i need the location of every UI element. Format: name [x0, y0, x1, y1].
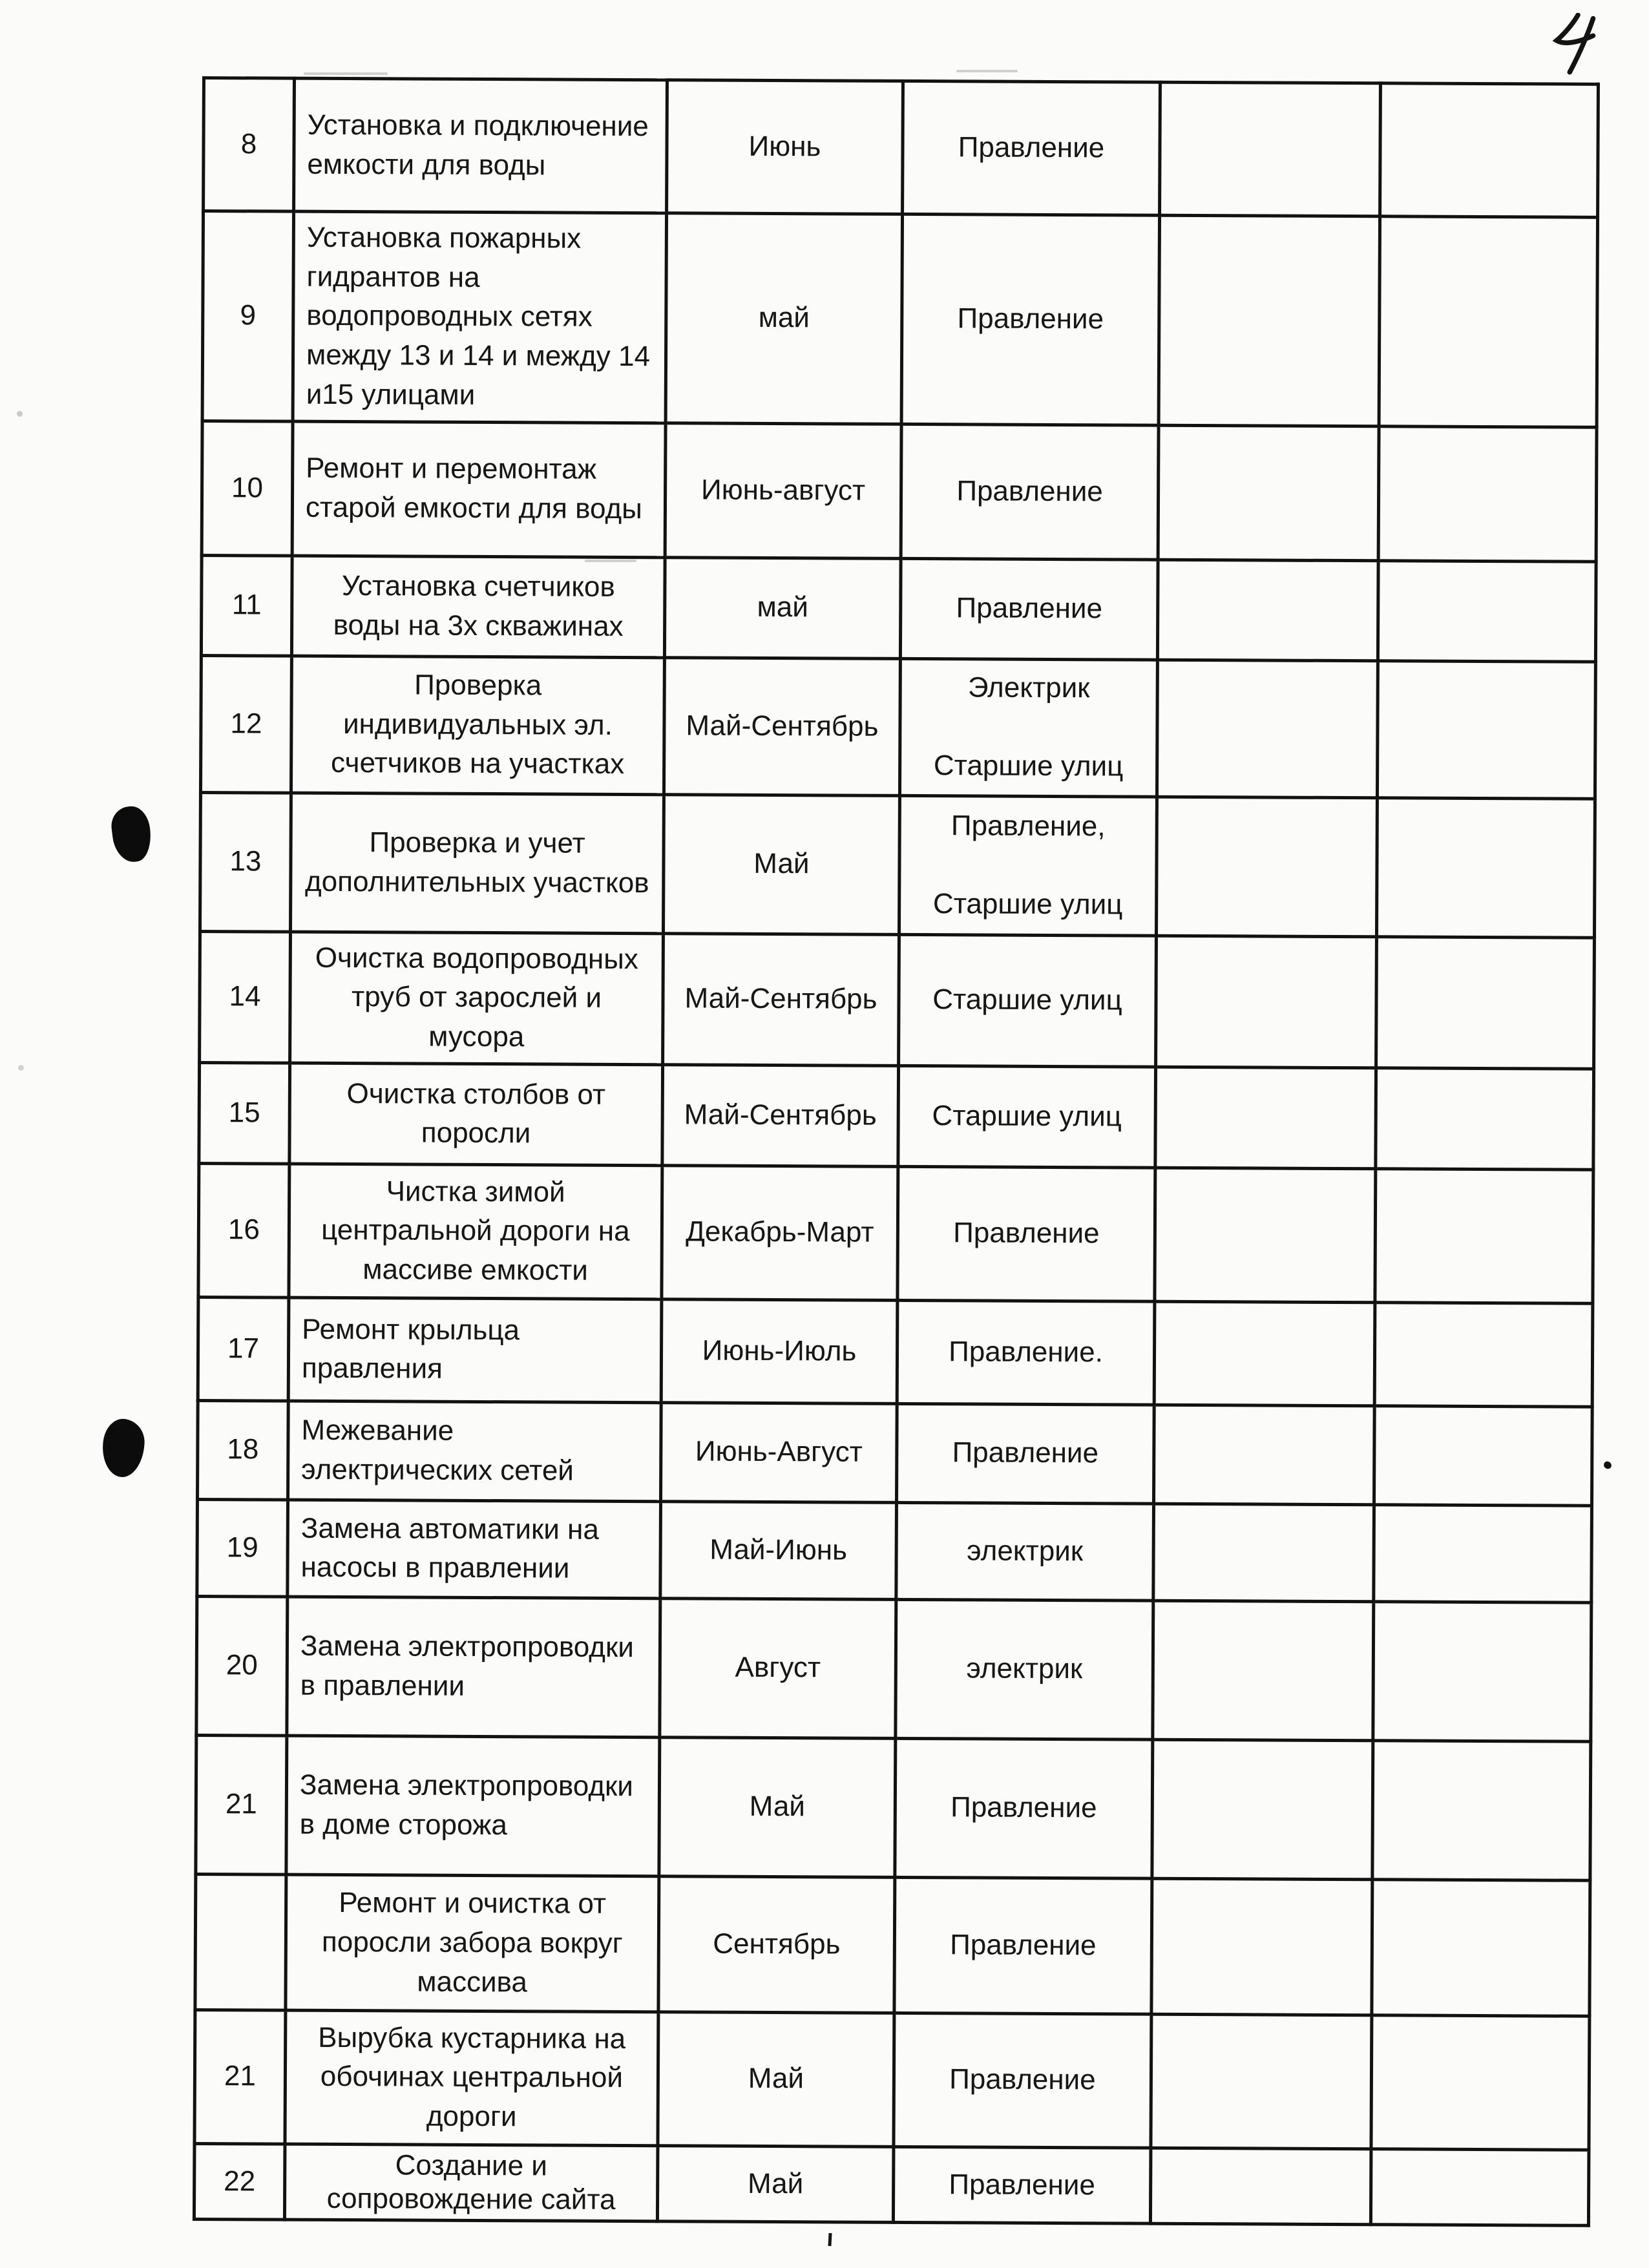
table-row: [197, 1499, 1592, 1602]
empty-cell-1: [1155, 1168, 1376, 1303]
empty-cell-1: [1154, 1301, 1375, 1406]
table-row: [199, 1062, 1594, 1170]
empty-cell-1: [1152, 1739, 1373, 1880]
task-cell: Установка пожарных гидрантов на водопроводных сетях между 13 и 14 и между 14 и15 улицами: [293, 211, 666, 423]
table-row: [198, 1400, 1593, 1506]
task-cell: Чистка зимой центральной дороги на массиве емкости: [289, 1164, 662, 1299]
task-cell: Очистка водопроводных труб от зарослей и мусора: [290, 932, 664, 1065]
responsible-cell: Правление: [901, 214, 1159, 425]
row-number-cell: 14: [200, 931, 291, 1063]
scan-artifact: [956, 70, 1018, 72]
empty-cell-2: [1373, 1602, 1591, 1742]
period-cell: Июнь-Июль: [661, 1299, 898, 1403]
responsible-cell: Электрик Старшие улиц: [899, 658, 1157, 797]
responsible-cell: Старшие улиц: [898, 1066, 1156, 1168]
row-number-cell: 15: [199, 1062, 290, 1164]
empty-cell-1: [1153, 1504, 1374, 1602]
scan-speck: [18, 1065, 24, 1071]
responsible-cell: Правление: [903, 81, 1161, 215]
empty-cell-2: [1374, 1505, 1592, 1603]
task-cell: Замена автоматики на насосы в правлении: [288, 1500, 661, 1599]
empty-cell-1: [1156, 936, 1377, 1068]
empty-cell-2: [1378, 426, 1597, 562]
period-cell: Май: [663, 794, 899, 934]
responsible-cell: Правление: [900, 558, 1158, 660]
task-cell: Межевание электрических сетей: [288, 1401, 662, 1502]
table-row: [198, 1163, 1593, 1303]
responsible-cell: Правление: [895, 1738, 1153, 1878]
scan-tick-mark: [828, 2233, 832, 2246]
period-cell: Сентябрь: [658, 1876, 895, 2013]
table-row: [204, 78, 1599, 218]
empty-cell-2: [1372, 1740, 1591, 1880]
responsible-cell: Правление: [898, 1166, 1155, 1301]
empty-cell-1: [1159, 215, 1380, 426]
empty-cell-1: [1157, 560, 1378, 661]
empty-cell-1: [1158, 425, 1379, 561]
period-cell: Июнь-Август: [660, 1402, 897, 1502]
empty-cell-2: [1371, 2015, 1590, 2150]
task-cell: Создание и сопровождение сайта: [284, 2144, 658, 2221]
period-cell: Май: [659, 1737, 896, 1877]
table-row: [196, 1735, 1591, 1880]
period-cell: Май-Сентябрь: [664, 657, 900, 795]
task-cell: Ремонт крыльца правления: [288, 1297, 662, 1403]
task-cell: Проверка и учет дополнительных участков: [290, 793, 664, 934]
ink-blob-top: [109, 804, 154, 865]
row-number-cell: 21: [194, 2010, 286, 2144]
row-number-cell: 12: [200, 655, 291, 793]
table-row: [200, 655, 1595, 799]
scan-artifact: [585, 560, 636, 562]
scan-speck: [17, 411, 23, 417]
task-cell: Установка счетчиков воды на 3х скважинах: [291, 556, 665, 658]
period-cell: Май-Июнь: [660, 1501, 897, 1599]
task-cell: Очистка столбов от поросли: [289, 1063, 663, 1166]
row-number-cell: 21: [196, 1735, 287, 1874]
empty-cell-2: [1379, 216, 1597, 427]
row-number-cell: 8: [204, 78, 295, 212]
row-number-cell: [195, 1874, 286, 2010]
empty-cell-2: [1377, 660, 1595, 799]
table-row: [201, 555, 1596, 662]
empty-cell-2: [1375, 1169, 1593, 1304]
period-cell: Июнь-август: [665, 423, 901, 558]
scan-speck: [1602, 1460, 1613, 1470]
handwritten-4-icon: [1552, 13, 1602, 75]
table-row: [194, 2143, 1589, 2225]
responsible-cell: Правление: [893, 2147, 1151, 2223]
task-cell: Замена электропроводки в доме сторожа: [286, 1736, 660, 1876]
task-cell: Вырубка кустарника на обочинах центральной дороги: [285, 2010, 658, 2146]
task-cell: Установка и подключение емкости для воды: [294, 78, 667, 213]
responsible-cell: электрик: [896, 1502, 1154, 1601]
work-plan-table: [193, 76, 1600, 2227]
responsible-cell: Правление.: [897, 1300, 1155, 1405]
table-row: [194, 2010, 1590, 2150]
row-number-cell: 16: [198, 1163, 289, 1297]
period-cell: Май: [657, 2145, 894, 2222]
ink-blob-bottom: [101, 1418, 146, 1478]
row-number-cell: 11: [201, 555, 292, 656]
period-cell: май: [666, 213, 902, 424]
row-number-cell: 18: [198, 1400, 289, 1500]
task-cell: Ремонт и перемонтаж старой емкости для воды: [292, 421, 666, 558]
responsible-cell: Правление: [901, 424, 1159, 560]
empty-cell-2: [1378, 560, 1596, 662]
period-cell: Август: [660, 1598, 896, 1738]
row-number-cell: 13: [200, 792, 291, 932]
row-number-cell: 17: [198, 1297, 289, 1401]
table-row: [202, 211, 1597, 427]
empty-cell-2: [1376, 936, 1595, 1069]
period-cell: Июнь: [667, 80, 903, 215]
row-number-cell: 19: [197, 1499, 288, 1597]
task-cell: Ремонт и очистка от поросли забора вокруг массива: [286, 1874, 659, 2012]
empty-cell-1: [1155, 1067, 1376, 1169]
task-cell: Проверка индивидуальных эл. счетчиков на участках: [291, 656, 664, 795]
empty-cell-1: [1156, 797, 1377, 937]
empty-cell-1: [1157, 660, 1378, 798]
empty-cell-1: [1151, 2014, 1372, 2149]
empty-cell-2: [1374, 1303, 1593, 1407]
row-number-cell: 22: [194, 2143, 285, 2220]
table-row: [198, 1297, 1593, 1407]
responsible-cell: Старшие улиц: [899, 934, 1157, 1067]
responsible-cell: Правление: [896, 1403, 1154, 1504]
table-row: [195, 1874, 1590, 2016]
empty-cell-2: [1372, 1879, 1590, 2016]
row-number-cell: 20: [196, 1596, 288, 1736]
period-cell: Май: [658, 2011, 894, 2147]
table-body: [194, 78, 1598, 2226]
empty-cell-2: [1380, 83, 1599, 218]
responsible-cell: Правление: [894, 1877, 1152, 2014]
empty-cell-1: [1151, 1878, 1372, 2015]
empty-cell-2: [1376, 1068, 1594, 1170]
row-number-cell: 10: [202, 421, 293, 556]
row-number-cell: 9: [202, 211, 293, 421]
table-row: [200, 792, 1595, 938]
table-row: [202, 421, 1597, 562]
page-number-handwritten: [1552, 13, 1602, 75]
responsible-cell: Правление: [894, 2013, 1151, 2148]
responsible-cell: электрик: [896, 1599, 1153, 1739]
empty-cell-1: [1153, 1601, 1374, 1741]
empty-cell-2: [1371, 2148, 1589, 2225]
responsible-cell: Правление, Старшие улиц: [899, 795, 1157, 936]
table-row: [196, 1596, 1591, 1741]
empty-cell-2: [1376, 797, 1595, 938]
scan-artifact: [304, 72, 388, 75]
empty-cell-1: [1150, 2148, 1371, 2225]
task-cell: Замена электропроводки в правлении: [287, 1597, 660, 1738]
period-cell: май: [664, 557, 901, 658]
empty-cell-1: [1153, 1405, 1374, 1505]
table-row: [200, 931, 1595, 1069]
period-cell: Май-Сентябрь: [662, 1064, 899, 1166]
period-cell: Декабрь-Март: [662, 1165, 898, 1300]
empty-cell-1: [1160, 82, 1381, 216]
empty-cell-2: [1374, 1406, 1592, 1506]
period-cell: Май-Сентябрь: [663, 933, 899, 1066]
